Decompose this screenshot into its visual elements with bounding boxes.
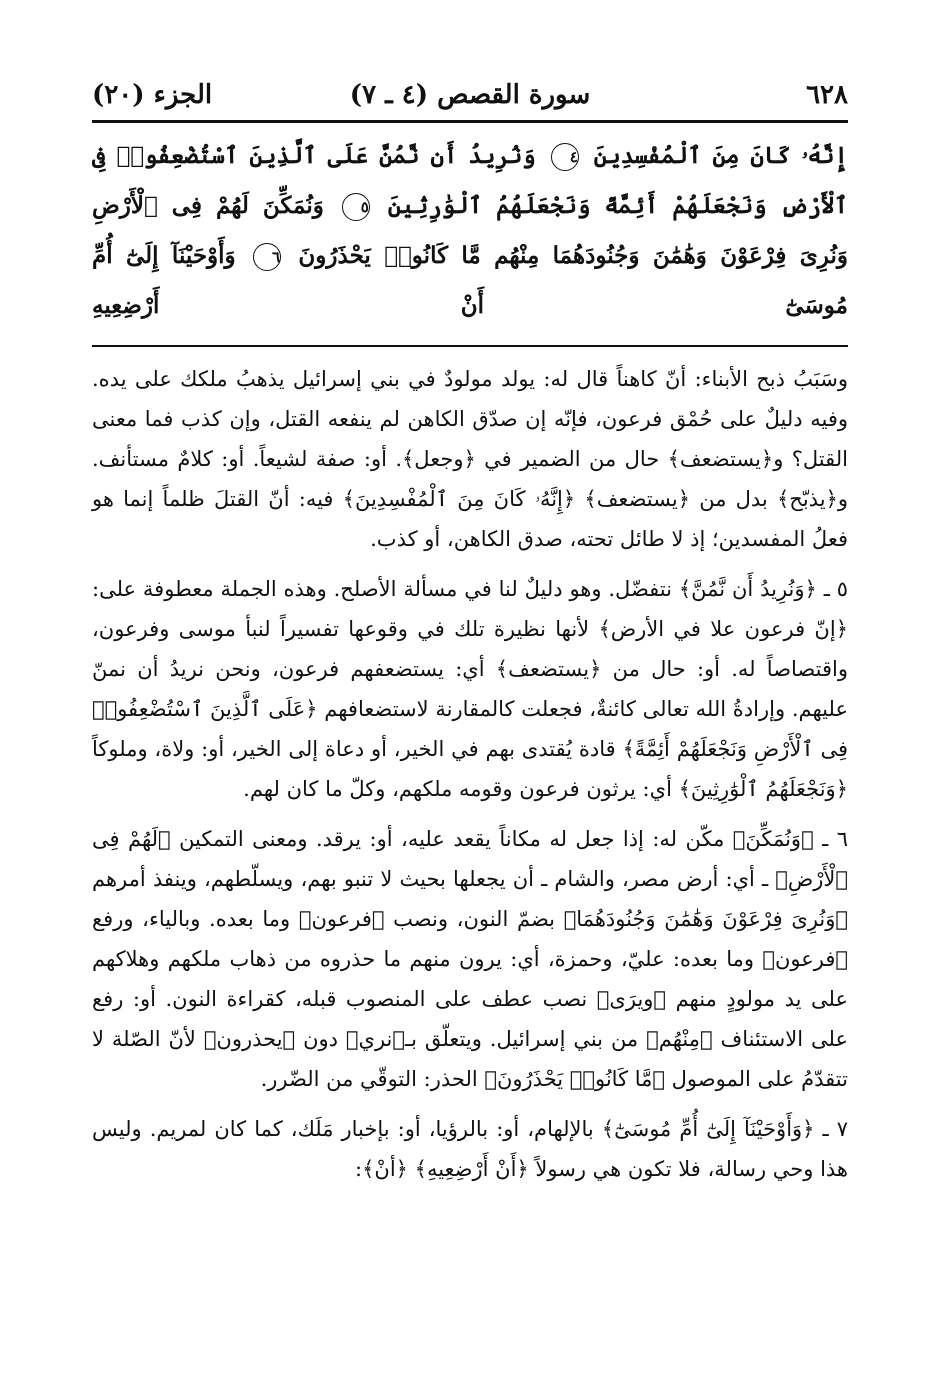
page-header (92, 70, 848, 118)
quran-text (92, 123, 848, 339)
ayah-number-marker: ٥ (342, 193, 370, 221)
ayah-number-marker: ٤ (551, 143, 579, 171)
commentary-paragraph: ٧ ـ ﴿وَأَوْحَيْنَآ إِلَىٰٓ أُمِّ مُوسَىٰٓ﴾ بالإلهام، أو: بالرؤيا، أو: بإخبار مَلَك، كما كان لمريم. وليس هذا وحي رسالة، فلا تكون هي رسولاً ﴿أَنْ أَرْضِعِيهِ﴾ ﴿أنْ﴾: (92, 1117, 848, 1181)
surah-title: سورة القصص (٤ ـ ٧) (349, 80, 591, 110)
commentary-paragraph: وسَبَبُ ذبح الأبناء: أنّ كاهناً قال له: يولد مولودٌ في بني إسرائيل يذهبُ ملكك على يده. وفيه دليلٌ على حُمْق فرعون، فإنّه إن صدّق الكاهن لم ينفعه القتل، وإن كذب فما معنى القتل؟ و﴿يستضعف﴾ حال من الضمير في ﴿وجعل﴾. أو: صفة لشيعاً. أو: كلامٌ مستأنف. و﴿يذبّح﴾ بدل من ﴿يستضعف﴾ ﴿إِنَّهُۥ كَانَ مِنَ ٱلْمُفْسِدِينَ﴾ فيه: أنّ القتلَ ظلماً إنما هو فعلُ المفسدين؛ إذ لا طائل تحته، صدق الكاهن، أو كذب. (92, 367, 848, 551)
quran-segment: وَأَوْحَيْنَآ إِلَىٰٓ أُمِّ مُوسَىٰٓ أَنْ أَرْضِعِيهِ (92, 242, 848, 319)
commentary (92, 359, 848, 1189)
commentary-paragraph: ٦ ـ ﴿وَنُمَكِّنَ﴾ مكّن له: إذا جعل له مكاناً يقعد عليه، أو: يرقد. ومعنى التمكين ﴿لَهُمْ فِى ٱلْأَرْضِ﴾ ـ أي: أرض مصر، والشام ـ أن يجعلها بحيث لا تنبو بهم، ويسلّطهم، وينفذ أمرهم ﴿وَنُرِىَ فِرْعَوْنَ وَهَٰمَٰنَ وَجُنُودَهُمَا﴾ بضمّ النون، ونصب ﴿فرعون﴾ وما بعده. وبالياء، ورفع ﴿فرعون﴾ وما بعده: عليّ، وحمزة، أي: يرون منهم ما حذروه من ذهاب ملكهم وهلاكهم على يد مولودٍ منهم ﴿ويرَى﴾ نصب عطف على المنصوب قبله، كقراءة النون. أو: رفع على الاستئناف ﴿مِنْهُم﴾ من بني إسرائيل. ويتعلّق بـ﴿نري﴾ دون ﴿يحذرون﴾ لأنّ الصّلة لا تتقدّمُ على الموصول ﴿مَّا كَانُوا۟ يَحْذَرُونَ﴾ الحذر: التوقّي من الضّرر. (92, 827, 848, 1091)
juz-label: الجزء (٢٠) (92, 80, 213, 110)
quran-segment: وَنُمَكِّنَ لَهُمْ فِى ٱلْأَرْضِ وَنُرِىَ فِرْعَوْنَ وَهَٰمَٰنَ وَجُنُودَهُمَا مِنْهُم مَّا كَانُوا۟ يَحْذَرُونَ (92, 192, 848, 269)
section-divider (92, 345, 848, 347)
page-number: ٦٢٨ (806, 80, 848, 110)
page (92, 70, 848, 1199)
ayah-number-marker: ٦ (253, 243, 281, 271)
quran-segment: إِنَّهُۥ كَانَ مِنَ ٱلْمُفْسِدِينَ (593, 142, 848, 169)
commentary-paragraph: ٥ ـ ﴿وَنُرِيدُ أَن نَّمُنَّ﴾ نتفضّل. وهو دليلٌ لنا في مسألة الأصلح. وهذه الجملة معطوفة على: ﴿إنّ فرعون علا في الأرض﴾ لأنها نظيرة تلك في وقوعها تفسيراً لنبأ موسى وفرعون، واقتصاصاً له. أو: حال من ﴿يستضعف﴾ أي: يستضعفهم فرعون، ونحن نريدُ أن نمنّ عليهم. وإرادةُ الله تعالى كائنةٌ، فجعلت كالمقارنة لاستضعافهم ﴿عَلَى ٱلَّذِينَ ٱسْتُضْعِفُوا۟ فِى ٱلْأَرْضِ وَنَجْعَلَهُمْ أَئِمَّةً﴾ قادة يُقتدى بهم في الخير، أو دعاة إلى الخير، أو: ولاة، وملوكاً ﴿وَنَجْعَلَهُمُ ٱلْوَٰرِثِينَ﴾ أي: يرثون فرعون وقومه ملكهم، وكلّ ما كان لهم. (92, 577, 848, 801)
quran-segment: وَنُرِيدُ أَن نَّمُنَّ عَلَى ٱلَّذِينَ ٱسْتُضْعِفُوا۟ فِى ٱلْأَرْضِ وَنَجْعَلَهُمْ أَئِمَّةً وَنَجْعَلَهُمُ ٱلْوَٰرِثِينَ (92, 142, 849, 219)
